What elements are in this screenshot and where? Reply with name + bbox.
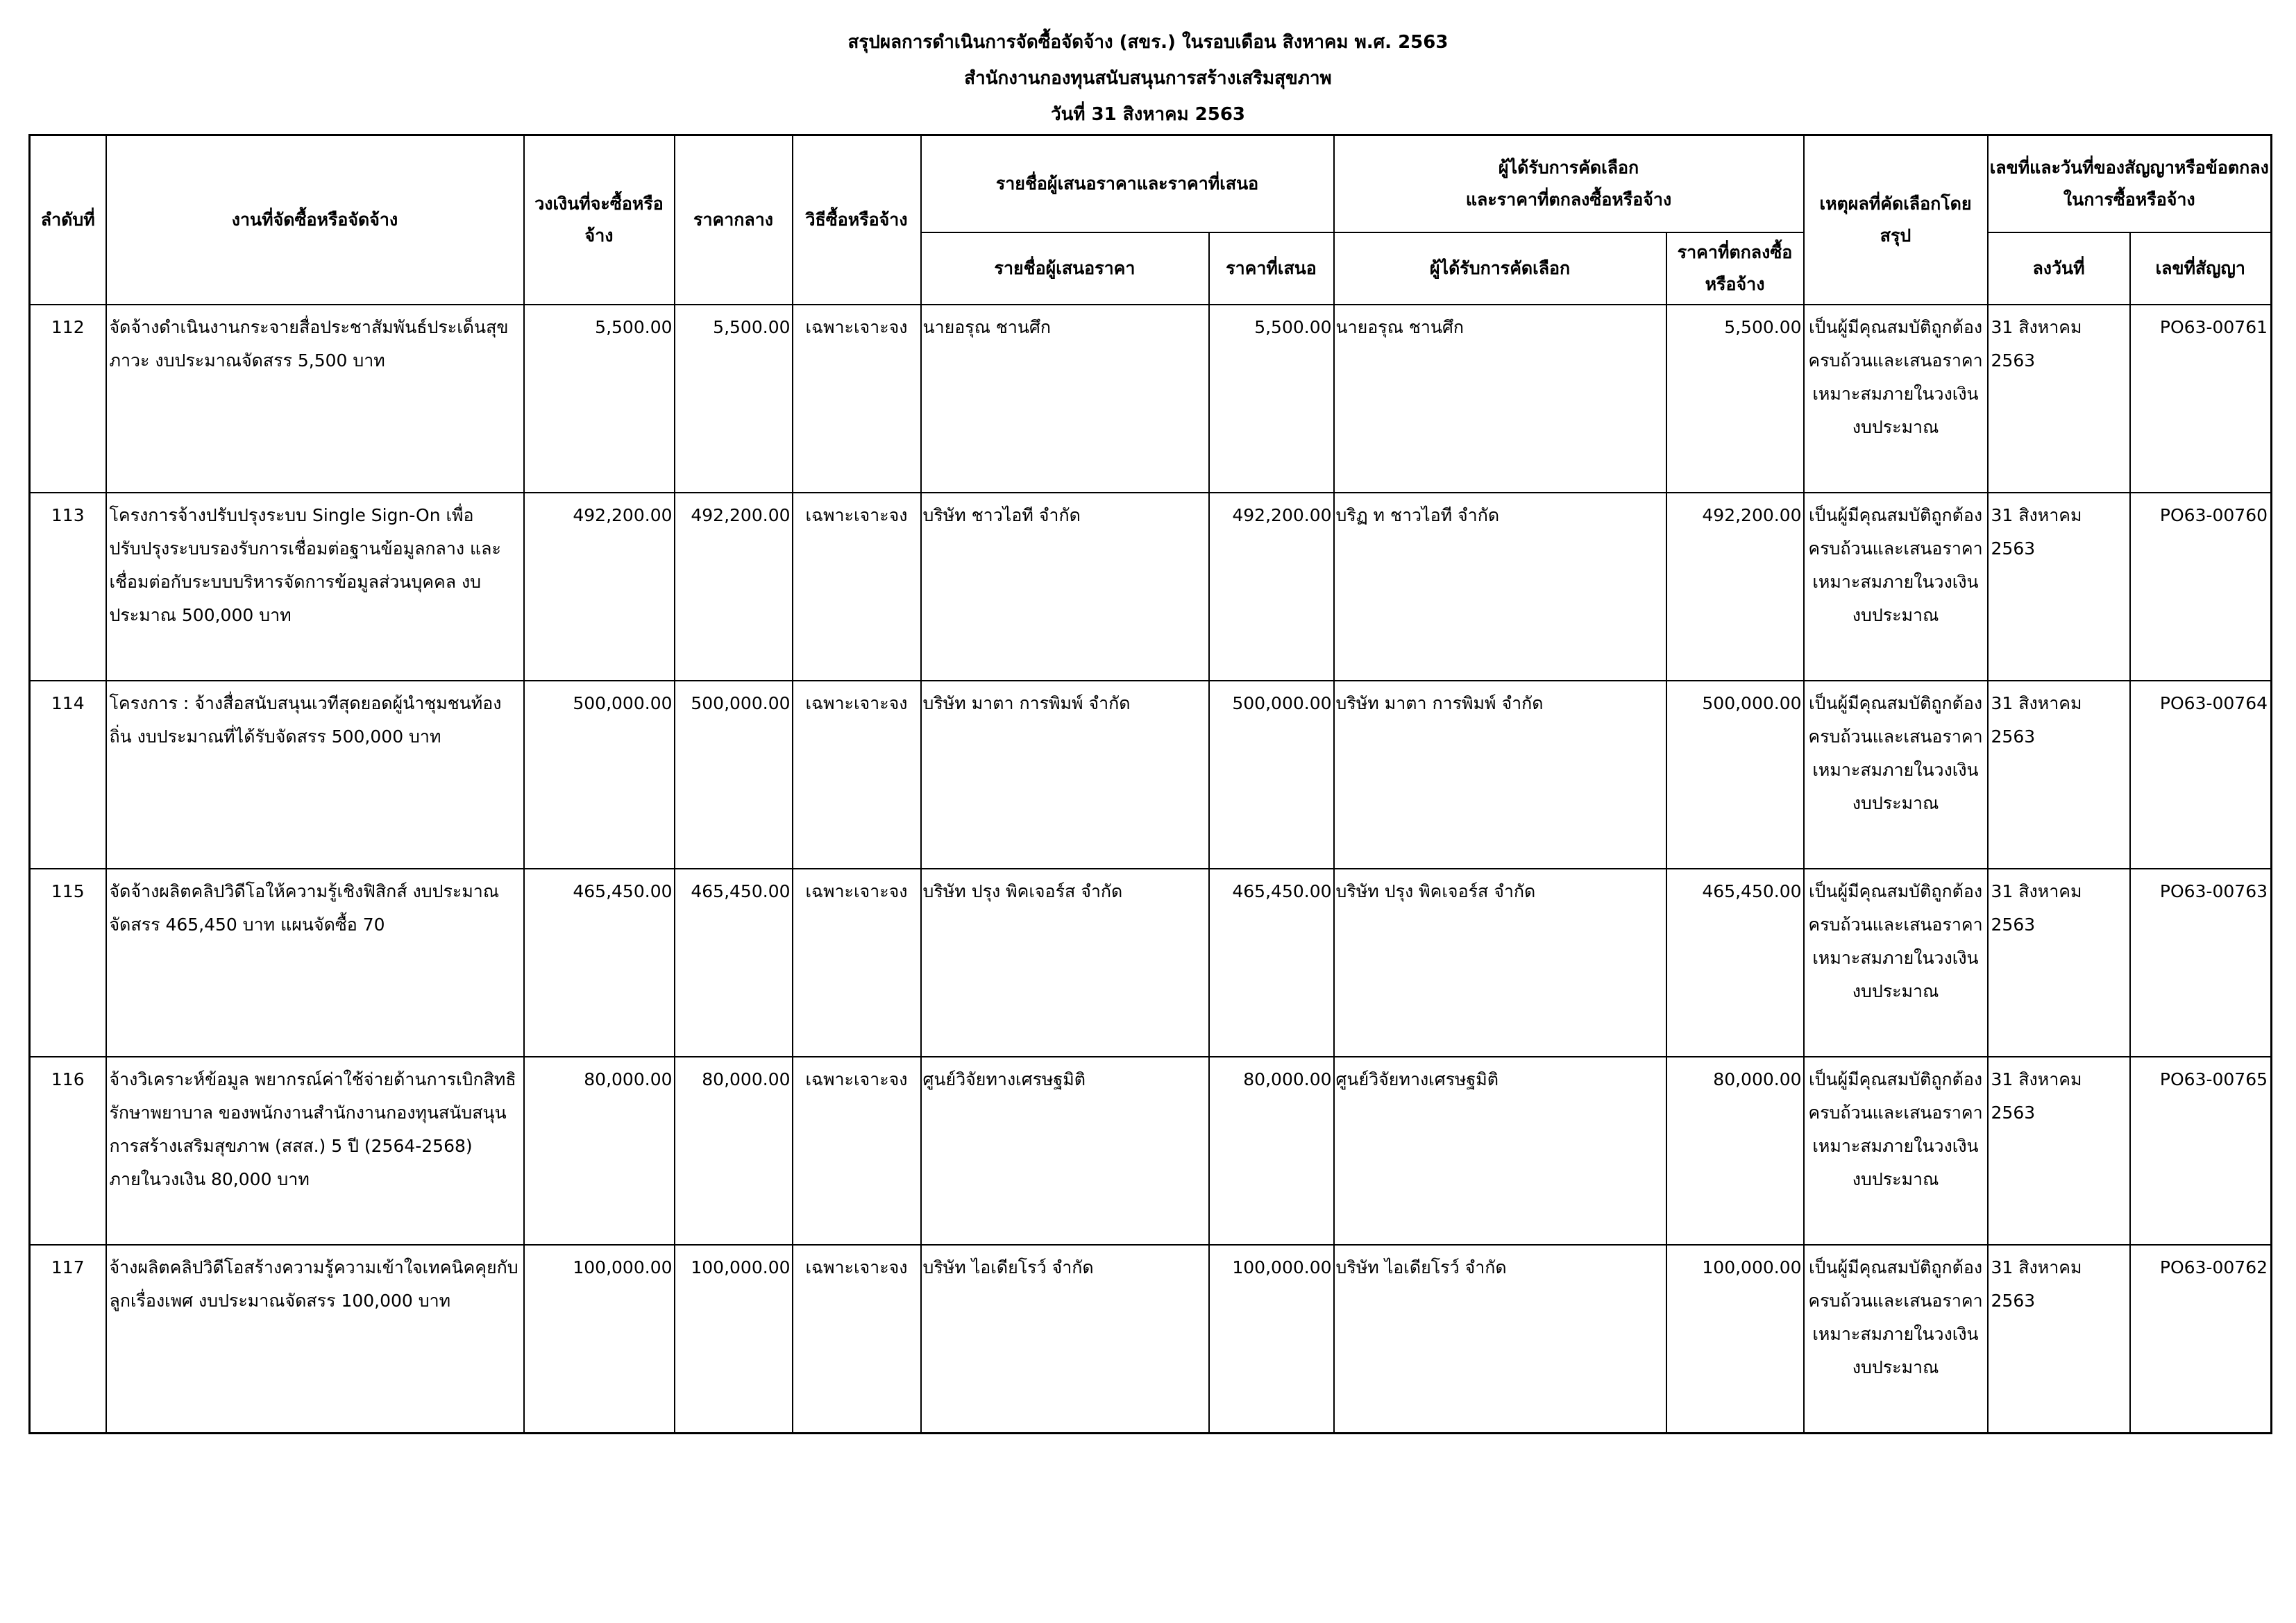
row-index: 114 xyxy=(30,681,106,869)
table-row xyxy=(30,1057,2272,1245)
row-task: จัดจ้างผลิตคลิปวิดีโอให้ความรู้เชิงฟิสิกส์ งบประมาณจัดสรร 465,450 บาท แผนจัดซื้อ 70 xyxy=(106,869,524,1057)
header-contract-group: เลขที่และวันที่ของสัญญาหรือข้อตกลงในการซื้อหรือจ้าง xyxy=(1988,135,2272,233)
row-task: โครงการ : จ้างสื่อสนับสนุนเวทีสุดยอดผู้นำชุมชนท้องถิ่น งบประมาณที่ได้รับจัดสรร 500,000 บาท xyxy=(106,681,524,869)
report-title: สรุปผลการดำเนินการจัดซื้อจัดจ้าง (สขร.) ในรอบเดือน สิงหาคม พ.ศ. 2563 xyxy=(847,32,1449,53)
header-selected-name: ผู้ได้รับการคัดเลือก xyxy=(1334,232,1666,305)
row-bidder: บริษัท ปรุง พิคเจอร์ส จำกัด xyxy=(921,869,1209,1057)
table-row xyxy=(30,681,2272,869)
row-reason: เป็นผู้มีคุณสมบัติถูกต้องครบถ้วนและเสนอราคาเหมาะสมภายในวงเงินงบประมาณ xyxy=(1804,305,1988,493)
row-agreed-price: 500,000.00 xyxy=(1666,681,1804,869)
header-bid-price: ราคาที่เสนอ xyxy=(1209,232,1334,305)
row-index: 112 xyxy=(30,305,106,493)
row-winner: บริษัท มาตา การพิมพ์ จำกัด xyxy=(1334,681,1666,869)
row-budget: 465,450.00 xyxy=(524,869,675,1057)
row-contract-date: 31 สิงหาคม 2563 xyxy=(1988,305,2130,493)
header-index: ลำดับที่ xyxy=(30,135,106,305)
row-method: เฉพาะเจาะจง xyxy=(793,1245,921,1434)
row-bid-price: 100,000.00 xyxy=(1209,1245,1334,1434)
row-index: 115 xyxy=(30,869,106,1057)
header-bidders-group: รายชื่อผู้เสนอราคาและราคาที่เสนอ xyxy=(921,135,1334,233)
header-reason: เหตุผลที่คัดเลือกโดยสรุป xyxy=(1804,135,1988,305)
row-bid-price: 80,000.00 xyxy=(1209,1057,1334,1245)
row-agreed-price: 100,000.00 xyxy=(1666,1245,1804,1434)
row-contract-date: 31 สิงหาคม 2563 xyxy=(1988,493,2130,681)
row-contract-no: PO63-00760 xyxy=(2130,493,2272,681)
row-contract-no: PO63-00765 xyxy=(2130,1057,2272,1245)
row-index: 116 xyxy=(30,1057,106,1245)
table-row xyxy=(30,869,2272,1057)
header-method: วิธีซื้อหรือจ้าง xyxy=(793,135,921,305)
row-index: 113 xyxy=(30,493,106,681)
row-agreed-price: 80,000.00 xyxy=(1666,1057,1804,1245)
row-contract-date: 31 สิงหาคม 2563 xyxy=(1988,681,2130,869)
row-bid-price: 500,000.00 xyxy=(1209,681,1334,869)
row-budget: 80,000.00 xyxy=(524,1057,675,1245)
row-index: 117 xyxy=(30,1245,106,1434)
row-reason: เป็นผู้มีคุณสมบัติถูกต้องครบถ้วนและเสนอราคาเหมาะสมภายในวงเงินงบประมาณ xyxy=(1804,1057,1988,1245)
row-contract-no: PO63-00761 xyxy=(2130,305,2272,493)
row-bidder: บริษัท ชาวไอที จำกัด xyxy=(921,493,1209,681)
row-agreed-price: 492,200.00 xyxy=(1666,493,1804,681)
header-median-price: ราคากลาง xyxy=(675,135,793,305)
row-median-price: 465,450.00 xyxy=(675,869,793,1057)
header-selected-group xyxy=(1334,135,1804,233)
row-median-price: 80,000.00 xyxy=(675,1057,793,1245)
header-agreed-price: ราคาที่ตกลงซื้อหรือจ้าง xyxy=(1666,232,1804,305)
row-method: เฉพาะเจาะจง xyxy=(793,493,921,681)
row-contract-no: PO63-00762 xyxy=(2130,1245,2272,1434)
row-median-price: 100,000.00 xyxy=(675,1245,793,1434)
row-bidder: บริษัท ไอเดียโรว์ จำกัด xyxy=(921,1245,1209,1434)
row-median-price: 5,500.00 xyxy=(675,305,793,493)
header-selected-group-line2: และราคาที่ตกลงซื้อหรือจ้าง xyxy=(1465,189,1672,210)
row-method: เฉพาะเจาะจง xyxy=(793,1057,921,1245)
row-budget: 492,200.00 xyxy=(524,493,675,681)
row-agreed-price: 465,450.00 xyxy=(1666,869,1804,1057)
row-task: จ้างวิเคราะห์ข้อมูล พยากรณ์ค่าใช้จ่ายด้านการเบิกสิทธิรักษาพยาบาล ของพนักงานสำนักงานกองทุนสนับสนุนการสร้างเสริมสุขภาพ (สสส.) 5 ปี (2564-2568) ภายในวงเงิน 80,000 บาท xyxy=(106,1057,524,1245)
row-winner: นายอรุณ ชานศึก xyxy=(1334,305,1666,493)
row-reason: เป็นผู้มีคุณสมบัติถูกต้องครบถ้วนและเสนอราคาเหมาะสมภายในวงเงินงบประมาณ xyxy=(1804,1245,1988,1434)
row-reason: เป็นผู้มีคุณสมบัติถูกต้องครบถ้วนและเสนอราคาเหมาะสมภายในวงเงินงบประมาณ xyxy=(1804,493,1988,681)
row-budget: 100,000.00 xyxy=(524,1245,675,1434)
row-contract-no: PO63-00764 xyxy=(2130,681,2272,869)
row-contract-date: 31 สิงหาคม 2563 xyxy=(1988,869,2130,1057)
row-contract-date: 31 สิงหาคม 2563 xyxy=(1988,1057,2130,1245)
row-bid-price: 5,500.00 xyxy=(1209,305,1334,493)
header-contract-date: ลงวันที่ xyxy=(1988,232,2130,305)
row-contract-date: 31 สิงหาคม 2563 xyxy=(1988,1245,2130,1434)
row-winner: บริษัท ปรุง พิคเจอร์ส จำกัด xyxy=(1334,869,1666,1057)
row-reason: เป็นผู้มีคุณสมบัติถูกต้องครบถ้วนและเสนอราคาเหมาะสมภายในวงเงินงบประมาณ xyxy=(1804,681,1988,869)
row-reason: เป็นผู้มีคุณสมบัติถูกต้องครบถ้วนและเสนอราคาเหมาะสมภายในวงเงินงบประมาณ xyxy=(1804,869,1988,1057)
row-bidder: บริษัท มาตา การพิมพ์ จำกัด xyxy=(921,681,1209,869)
row-task: โครงการจ้างปรับปรุงระบบ Single Sign-On เพื่อปรับปรุงระบบรองรับการเชื่อมต่อฐานข้อมูลกลาง และเชื่อมต่อกับระบบบริหารจัดการข้อมูลส่วนบุคคล งบประมาณ 500,000 บาท xyxy=(106,493,524,681)
row-winner: ศูนย์วิจัยทางเศรษฐมิติ xyxy=(1334,1057,1666,1245)
row-agreed-price: 5,500.00 xyxy=(1666,305,1804,493)
row-method: เฉพาะเจาะจง xyxy=(793,869,921,1057)
row-task: จ้างผลิตคลิปวิดีโอสร้างความรู้ความเข้าใจเทคนิคคุยกับลูกเรื่องเพศ งบประมาณจัดสรร 100,000 บาท xyxy=(106,1245,524,1434)
row-winner: บริฏ ท ชาวไอที จำกัด xyxy=(1334,493,1666,681)
row-median-price: 500,000.00 xyxy=(675,681,793,869)
row-budget: 5,500.00 xyxy=(524,305,675,493)
row-median-price: 492,200.00 xyxy=(675,493,793,681)
agency-name: สำนักงานกองทุนสนับสนุนการสร้างเสริมสุขภาพ xyxy=(964,68,1332,89)
header-budget: วงเงินที่จะซื้อหรือจ้าง xyxy=(524,135,675,305)
row-bid-price: 492,200.00 xyxy=(1209,493,1334,681)
row-method: เฉพาะเจาะจง xyxy=(793,681,921,869)
table-row xyxy=(30,1245,2272,1434)
table-row xyxy=(30,493,2272,681)
row-budget: 500,000.00 xyxy=(524,681,675,869)
header-selected-group-line1: ผู้ได้รับการคัดเลือก xyxy=(1498,158,1639,178)
row-bid-price: 465,450.00 xyxy=(1209,869,1334,1057)
header-task: งานที่จัดซื้อหรือจัดจ้าง xyxy=(106,135,524,305)
row-contract-no: PO63-00763 xyxy=(2130,869,2272,1057)
row-bidder: นายอรุณ ชานศึก xyxy=(921,305,1209,493)
row-winner: บริษัท ไอเดียโรว์ จำกัด xyxy=(1334,1245,1666,1434)
row-method: เฉพาะเจาะจง xyxy=(793,305,921,493)
header-contract-no: เลขที่สัญญา xyxy=(2130,232,2272,305)
table-row xyxy=(30,305,2272,493)
row-bidder: ศูนย์วิจัยทางเศรษฐมิติ xyxy=(921,1057,1209,1245)
row-task: จัดจ้างดำเนินงานกระจายสื่อประชาสัมพันธ์ประเด็นสุขภาวะ งบประมาณจัดสรร 5,500 บาท xyxy=(106,305,524,493)
header-bidder-name: รายชื่อผู้เสนอราคา xyxy=(921,232,1209,305)
report-date: วันที่ 31 สิงหาคม 2563 xyxy=(1050,104,1246,125)
procurement-table xyxy=(28,134,2272,1434)
